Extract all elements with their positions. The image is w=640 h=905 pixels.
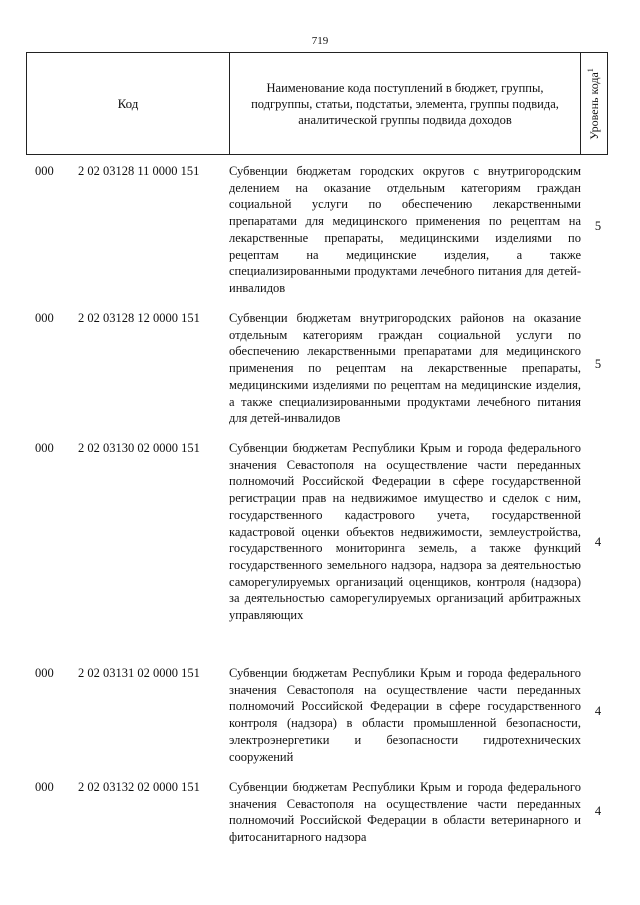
row-admin-code: 000 [35,666,54,680]
row-admin-code: 000 [35,780,54,794]
row-income-code: 2 02 03130 02 0000 151 [78,441,200,455]
row-level: 4 [594,804,602,818]
row-admin-code: 000 [35,311,54,325]
row-admin-code: 000 [35,441,54,455]
row-income-name: Субвенции бюджетам городских округов с внутригородским делением на оказание отдельным категориям граждан социальной услуги по обеспечению лекарственными препаратами для медицинского применения по рецептам на лекарственные препараты, медицинскими изделиями по рецептам на медицинские изделия, а также специализированными продуктами лечебного питания для детей-инвалидов [229,164,581,295]
row-income-name: Субвенции бюджетам Республики Крым и города федерального значения Севастополя на осуществление части переданных полномочий Российской Федерации в сфере государственного контроля (надзора) в области промышленной безопасности, электроэнергетики и безопасности гидротехнических сооружений [229,666,581,764]
header-code: Код [27,53,230,154]
header-level-footnote: 1 [586,67,595,72]
header-level [581,53,607,154]
row-income-name: Субвенции бюджетам Республики Крым и города федерального значения Севастополя на осуществление части переданных полномочий Российской Федерации в сфере государственной регистрации прав на недвижимое имущество и сделок с ним, государственного кадастрового учета, государственной кадастровой оценки объектов недвижимости, землеустройства, государственного мониторинга земель, а также функций государственного земельного надзора, надзора за деятельностью саморегулируемых организаций оценщиков, контроля (надзора) за деятельностью саморегулируемых организаций арбитражных управляющих [229,441,581,623]
row-income-code: 2 02 03131 02 0000 151 [78,666,200,680]
row-level: 4 [594,535,602,549]
row-admin-code: 000 [35,164,54,178]
table-header [26,52,608,155]
row-income-name: Субвенции бюджетам внутригородских районов на оказание отдельным категориям граждан социальной услуги по обеспечению лекарственными препаратами для медицинского применения по рецептам на лекарственные препараты, медицинскими изделиями по рецептам на медицинские изделия, а также специализированными продуктами лечебного питания для детей-инвалидов [229,311,581,426]
row-level: 5 [594,219,602,233]
header-level-label: Уровень кода [587,71,601,140]
row-level: 4 [594,704,602,718]
row-level: 5 [594,357,602,371]
header-name: Наименование кода поступлений в бюджет, группы, подгруппы, статьи, подстатьи, элемента, группы подвида, аналитической группы подвида доходов [230,53,581,154]
row-income-code: 2 02 03128 11 0000 151 [78,164,200,178]
page-number: 719 [311,35,329,47]
row-income-name: Субвенции бюджетам Республики Крым и города федерального значения Севастополя на осуществление части переданных полномочий Российской Федерации в области ветеринарного и фитосанитарного надзора [229,780,581,845]
row-income-code: 2 02 03128 12 0000 151 [78,311,200,325]
row-income-code: 2 02 03132 02 0000 151 [78,780,200,794]
